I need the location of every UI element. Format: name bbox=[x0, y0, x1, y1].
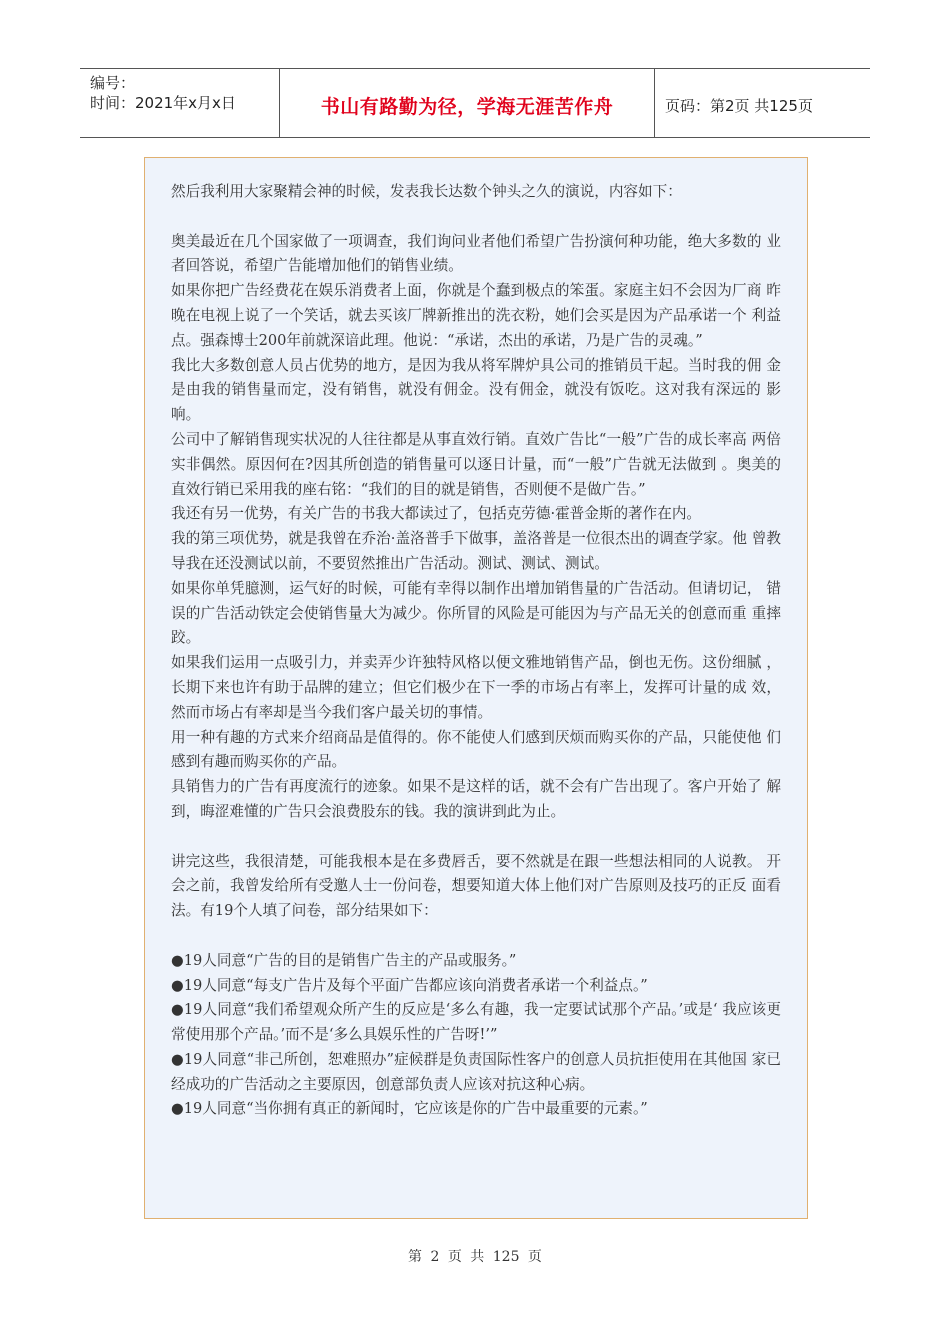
paragraph: 我还有另一优势，有关广告的书我大都读过了，包括克劳德·霍普金斯的著作在内。 bbox=[171, 505, 702, 523]
document-number-label: 编号： bbox=[90, 74, 136, 92]
header-motto: 书山有路勤为径，学海无涯苦作舟 bbox=[320, 95, 614, 118]
paragraph: 奥美最近在几个国家做了一项调查，我们询问业者他们希望广告扮演何种功能，绝大多数的 业者回答说，希望广告能增加他们的销售业绩。 bbox=[171, 232, 781, 275]
paragraph-spacer bbox=[171, 924, 781, 949]
survey-bullet: ●19人同意“广告的目的是销售广告主的产品或服务。” bbox=[171, 951, 517, 969]
document-date: 时间：2021年x月x日 bbox=[90, 94, 236, 112]
survey-bullet: ●19人同意“非己所创，恕难照办”症候群是负责国际性客户的创意人员抗拒使用在其他国 家已经成功的广告活动之主要原因，创意部负责人应该对抗这种心病。 bbox=[171, 1050, 781, 1093]
paragraph: 公司中了解销售现实状况的人往往都是从事直效行销。直效广告比“一般”广告的成长率高 两倍实非偶然。原因何在?因其所创造的销售量可以逐日计量，而“一般”广告就无法做到 。奥美的直效行销已采用我的座右铭：“我们的目的就是销售，否则便不是做广告。” bbox=[171, 430, 781, 498]
paragraph: 用一种有趣的方式来介绍商品是值得的。你不能使人们感到厌烦而购买你的产品，只能使他 们感到有趣而购买你的产品。 bbox=[171, 728, 781, 771]
paragraph: 我的第三项优势，就是我曾在乔治·盖洛普手下做事，盖洛普是一位很杰出的调查学家。他 曾教导我在还没测试以前，不要贸然推出广告活动。测试、测试、测试。 bbox=[171, 530, 781, 572]
header-page-code: 页码：第2页 共125页 bbox=[665, 96, 813, 115]
paragraph: 讲完这些，我很清楚，可能我根本是在多费唇舌，要不然就是在跟一些想法相同的人说教。 开会之前，我曾发给所有受邀人士一份问卷，想要知道大体上他们对广告原则及技巧的正反 面看法。有19个人填了问卷，部分结果如下： bbox=[171, 852, 781, 920]
paragraph: 如果你把广告经费花在娱乐消费者上面，你就是个蠢到极点的笨蛋。家庭主妇不会因为厂商 昨晚在电视上说了一个笑话，就去买该厂牌新推出的洗衣粉，她们会买是因为产品承诺一个 利益点。强森博士200年前就深谙此理。他说：“承诺，杰出的承诺，乃是广告的灵魂。” bbox=[171, 282, 781, 349]
paragraph: 我比大多数创意人员占优势的地方，是因为我从将军牌炉具公司的推销员干起。当时我的佣 金是由我的销售量而定，没有销售，就没有佣金。没有佣金，就没有饭吃。这对我有深远的 影响。 bbox=[171, 356, 781, 424]
paragraph: 如果你单凭臆测，运气好的时候，可能有幸得以制作出增加销售量的广告活动。但请切记， 错误的广告活动铁定会使销售量大为减少。你所冒的风险是可能因为与产品无关的创意而重 重摔跤。 bbox=[171, 579, 781, 647]
page-header bbox=[80, 68, 870, 138]
header-page-cell bbox=[655, 69, 870, 137]
header-motto-cell bbox=[280, 69, 655, 137]
paragraph: 如果我们运用一点吸引力，并卖弄少许独特风格以便文雅地销售产品，倒也无伤。这份细腻 ，长期下来也许有助于品牌的建立；但它们极少在下一季的市场占有率上，发挥可计量的成 效，然而市场占有率却是当今我们客户最关切的事情。 bbox=[171, 654, 781, 721]
paragraph: 然后我利用大家聚精会神的时候，发表我长达数个钟头之久的演说，内容如下： bbox=[171, 183, 682, 200]
page-footer bbox=[0, 1246, 950, 1266]
footer-page-number: 第 2 页 共 125 页 bbox=[408, 1249, 542, 1265]
paragraph-spacer bbox=[171, 205, 781, 230]
survey-bullet: ●19人同意“每支广告片及每个平面广告都应该向消费者承诺一个利益点。” bbox=[171, 976, 648, 994]
paragraph-spacer bbox=[171, 825, 781, 850]
survey-bullet: ●19人同意“我们希望观众所产生的反应是‘多么有趣，我一定要试试那个产品。’或是‘ 我应该更常使用那个产品。’而不是‘多么具娱乐性的广告呀!’” bbox=[171, 1001, 781, 1044]
survey-bullet: ●19人同意“当你拥有真正的新闻时，它应该是你的广告中最重要的元素。” bbox=[171, 1100, 648, 1118]
paragraph: 具销售力的广告有再度流行的迹象。如果不是这样的话，就不会有广告出现了。客户开始了 解到，晦涩难懂的广告只会浪费股东的钱。我的演讲到此为止。 bbox=[171, 778, 781, 820]
article-body bbox=[144, 157, 808, 1219]
header-meta bbox=[80, 69, 280, 137]
